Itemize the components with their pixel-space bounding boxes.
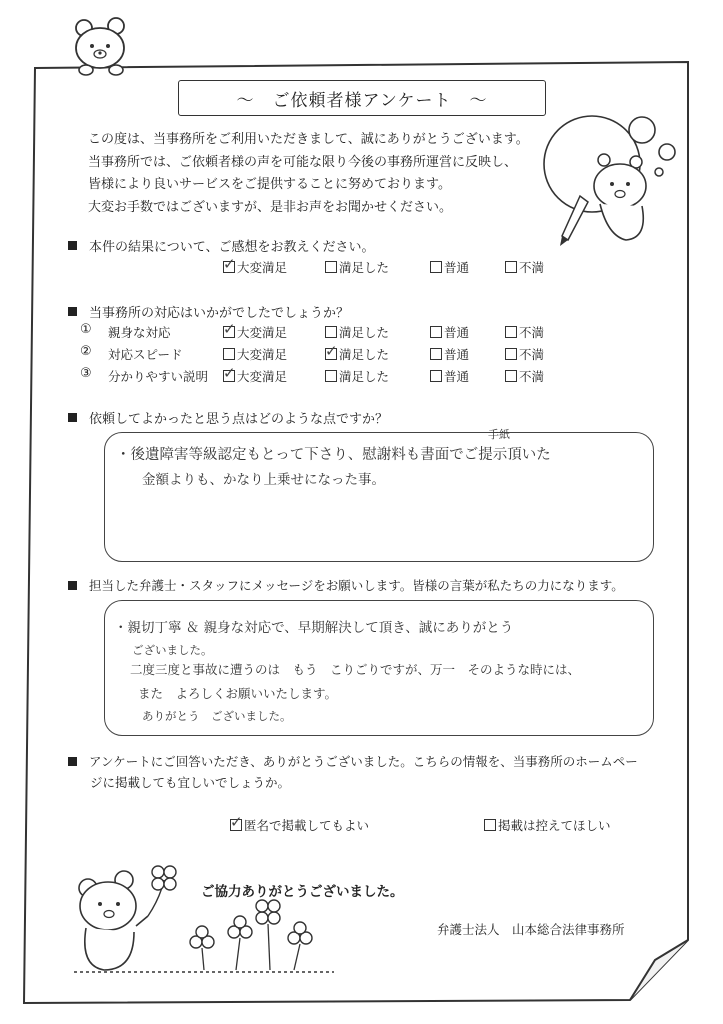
checkbox[interactable] <box>223 255 236 273</box>
option-label: 不満 <box>519 325 545 340</box>
checkbox[interactable] <box>230 813 243 831</box>
q2-row2-satisfied[interactable] <box>325 342 390 363</box>
option-label: 普通 <box>444 325 470 340</box>
option-label: 満足した <box>339 325 390 340</box>
checkmark-icon: ✓ <box>223 255 236 273</box>
checkbox[interactable] <box>430 261 442 273</box>
intro-text <box>88 129 529 219</box>
option-label: 不満 <box>519 260 545 275</box>
page-title: ～ ご依頼者様アンケート ～ <box>178 80 546 116</box>
checkbox[interactable] <box>223 320 236 338</box>
q1-option-very-satisfied[interactable] <box>223 255 288 276</box>
checkmark-icon: ✓ <box>223 320 236 338</box>
question-1 <box>68 236 374 255</box>
q2-row1-satisfied[interactable] <box>325 323 389 341</box>
q5-option-anonymous-ok[interactable] <box>230 813 370 834</box>
question-1-label: 本件の結果について、ご感想をお教えください。 <box>89 240 375 255</box>
q2-row2-dissatisfied[interactable] <box>505 345 544 363</box>
option-label: 不満 <box>519 369 545 384</box>
option-label: 満足した <box>339 260 390 275</box>
row-label: 対応スピード <box>108 347 183 362</box>
checkbox[interactable] <box>325 370 337 382</box>
checkbox[interactable] <box>430 326 442 338</box>
q1-option-normal[interactable] <box>430 258 469 276</box>
q4-answer-line: ありがとう ございました。 <box>142 709 292 723</box>
row-label: 親身な対応 <box>108 325 171 340</box>
checkmark-icon: ✓ <box>223 364 236 382</box>
intro-line: 皆様により良いサービスをご提供することに努めております。 <box>88 177 451 192</box>
option-label: 不満 <box>519 347 545 362</box>
checkbox[interactable] <box>505 370 517 382</box>
checkbox[interactable] <box>430 348 442 360</box>
option-label: 普通 <box>444 260 470 275</box>
option-label: 匿名で掲載してもよい <box>244 818 370 833</box>
q3-answer-line: ・後遺障害等級認定もとって下さり、慰謝料も書面でご提示頂いた <box>116 447 551 463</box>
checkbox[interactable] <box>223 364 236 382</box>
intro-line: 大変お手数ではございますが、是非お声をお聞かせください。 <box>88 199 453 215</box>
bullet-square-icon <box>68 413 77 422</box>
option-label: 大変満足 <box>237 347 288 362</box>
bear-clover-illustration <box>64 858 354 978</box>
q5-option-decline[interactable] <box>484 816 611 834</box>
q3-answer-line: 金額よりも、かなり上乗せになった事。 <box>142 472 385 488</box>
question-2-label: 当事務所の対応はいかがでしたでしょうか？ <box>89 306 350 321</box>
checkbox[interactable] <box>325 326 337 338</box>
question-5-label-line1: アンケートにご回答いただき、ありがとうございました。こちらの情報を、当事務所のホームペー <box>89 754 638 769</box>
q1-option-dissatisfied[interactable] <box>505 258 544 276</box>
q2-row3-satisfied[interactable] <box>325 367 389 385</box>
q3-answer-insert: 手紙 <box>488 428 510 441</box>
thanks-message: ご協力ありがとうございました。 <box>201 884 404 900</box>
q4-answer-line: また よろしくお願いいたします。 <box>138 686 338 701</box>
row-label: 分かりやすい説明 <box>108 369 209 384</box>
bear-peeking-icon <box>66 14 136 76</box>
question-4-label: 担当した弁護士・スタッフにメッセージをお願いします。皆様の言葉が私たちの力になります。 <box>89 578 624 593</box>
checkbox[interactable] <box>325 342 338 360</box>
checkbox[interactable] <box>325 261 337 273</box>
option-label: 普通 <box>444 369 470 384</box>
q2-row3-very-satisfied[interactable] <box>223 364 288 385</box>
q1-option-satisfied[interactable] <box>325 258 389 276</box>
question-5-label-line2: ジに掲載しても宜しいでしょうか。 <box>90 775 291 790</box>
row-number: ③ <box>80 366 92 381</box>
question-4 <box>68 576 624 594</box>
bullet-square-icon <box>68 757 77 766</box>
checkbox[interactable] <box>505 326 517 338</box>
q2-row1-normal[interactable] <box>430 323 469 341</box>
intro-line: この度は、当事務所をご利用いただきまして、誠にありがとうございます。 <box>88 132 529 147</box>
question-3-label: 依頼してよかったと思う点はどのような点ですか？ <box>89 412 389 427</box>
intro-line: 当事務所では、ご依頼者様の声を可能な限り今後の事務所運営に反映し、 <box>88 154 518 170</box>
checkbox[interactable] <box>484 819 496 831</box>
bullet-square-icon <box>68 581 77 590</box>
question-2 <box>68 302 349 321</box>
option-label: 大変満足 <box>237 325 288 340</box>
firm-name: 弁護士法人 山本総合法律事務所 <box>437 922 625 937</box>
bear-pencil-illustration <box>536 108 686 248</box>
row-number: ① <box>80 322 92 337</box>
q2-row1-very-satisfied[interactable] <box>223 320 288 341</box>
q4-answer-line: ございました。 <box>132 643 213 657</box>
q2-row3-normal[interactable] <box>430 367 469 385</box>
checkmark-icon: ✓ <box>325 342 338 360</box>
checkmark-icon: ✓ <box>230 813 243 831</box>
q2-row2-normal[interactable] <box>430 345 469 363</box>
row-number: ② <box>80 344 92 359</box>
q4-answer-line: ・親切丁寧 ＆ 親身な対応で、早期解決して頂き、誠にありがとう <box>114 620 514 636</box>
bullet-square-icon <box>68 307 77 316</box>
option-label: 大変満足 <box>237 260 288 275</box>
q2-row3-dissatisfied[interactable] <box>505 367 544 385</box>
checkbox[interactable] <box>430 370 442 382</box>
question-3 <box>68 408 388 427</box>
option-label: 満足した <box>339 347 390 362</box>
option-label: 大変満足 <box>237 369 288 384</box>
q4-answer-line: 二度三度と事故に遭うのは もう こりごりですが、万一 そのような時には、 <box>130 662 581 677</box>
question-5 <box>68 752 638 770</box>
option-label: 掲載は控えてほしい <box>498 818 611 833</box>
option-label: 普通 <box>444 347 470 362</box>
q2-row1-dissatisfied[interactable] <box>505 323 544 341</box>
checkbox[interactable] <box>505 348 517 360</box>
option-label: 満足した <box>339 369 390 384</box>
checkbox[interactable] <box>505 261 517 273</box>
q2-row2-very-satisfied[interactable] <box>223 345 287 363</box>
bullet-square-icon <box>68 241 77 250</box>
checkbox[interactable] <box>223 348 235 360</box>
